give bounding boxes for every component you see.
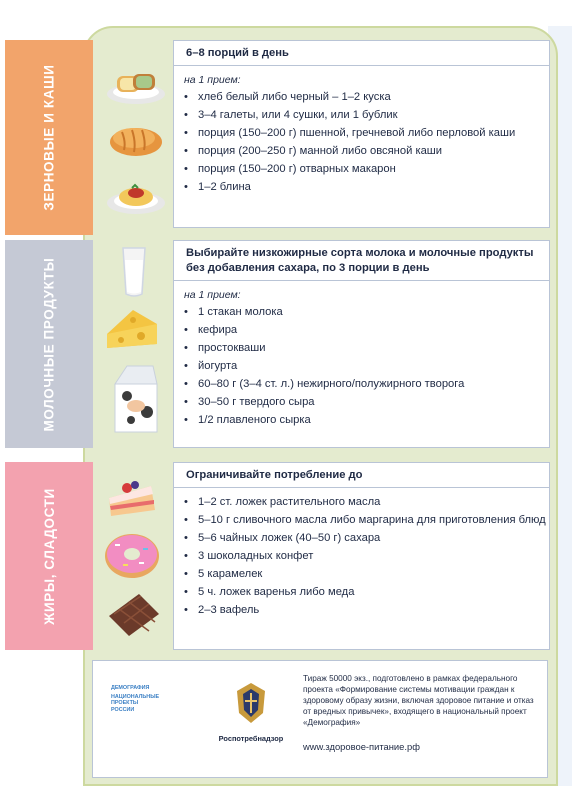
card-header: 6–8 порций в день <box>174 41 549 66</box>
band-dairy <box>5 240 93 448</box>
website-link[interactable]: www.здоровое-питание.рф <box>303 741 420 752</box>
list-item: • простокваши <box>184 341 549 356</box>
cheese-icon <box>103 304 161 352</box>
card-subheader: на 1 прием: <box>184 74 241 86</box>
rospotrebnadzor-emblem <box>213 679 289 743</box>
band-fats <box>5 462 93 650</box>
logo-line: ПРОЕКТЫ <box>111 700 139 706</box>
dairy-list <box>174 305 549 428</box>
list-item: • кефира <box>184 323 549 338</box>
list-item: • 5–6 чайных ложек (40–50 г) сахара <box>184 531 549 546</box>
logo-line: НАЦИОНАЛЬНЫЕ <box>111 693 160 700</box>
list-item: • 30–50 г твердого сыра <box>184 395 549 410</box>
card-subheader: на 1 прием: <box>184 289 241 301</box>
grains-list <box>174 90 549 195</box>
pasta-plate-icon <box>105 175 167 217</box>
milk-glass-icon <box>119 246 149 298</box>
section-fats <box>5 462 545 650</box>
emblem-icon <box>231 679 271 727</box>
card-dairy <box>173 240 550 448</box>
list-item: • 1/2 плавленого сырка <box>184 413 549 428</box>
band-title: ЖИРЫ, СЛАДОСТИ <box>41 487 57 625</box>
list-item: • йогурта <box>184 359 549 374</box>
bread-loaf-icon <box>108 120 164 158</box>
list-item: • порция (150–200 г) пшенной, гречневой либо перловой каши <box>184 126 549 141</box>
band-title: ЗЕРНОВЫЕ И КАШИ <box>41 64 57 211</box>
list-item: • 3 шоколадных конфет <box>184 549 549 564</box>
list-item: • 3–4 галеты, или 4 сушки, или 1 бублик <box>184 108 549 123</box>
section-grains <box>5 40 545 228</box>
list-item: • 60–80 г (3–4 ст. л.) нежирного/полужирного творога <box>184 377 549 392</box>
emblem-caption: Роспотребнадзор <box>218 734 284 743</box>
list-item: • 5 ч. ложек варенья либо меда <box>184 585 549 600</box>
list-item: • хлеб белый либо черный – 1–2 куска <box>184 90 549 105</box>
card-fats <box>173 462 550 650</box>
list-item: • 1 стакан молока <box>184 305 549 320</box>
card-header: Выбирайте низкожирные сорта молока и молочные продукты без добавления сахара, по 3 порции в день <box>174 241 549 281</box>
section-dairy <box>5 240 545 448</box>
list-item: • 1–2 ст. ложек растительного масла <box>184 495 549 510</box>
list-item: • 5 карамелек <box>184 567 549 582</box>
band-title: МОЛОЧНЫЕ ПРОДУКТЫ <box>41 257 57 431</box>
print-note: Тираж 50000 экз., подготовлено в рамках федерального проекта «Формирование системы мотивации граждан к здоровому образу жизни, включая здоровое питание и отказ от вредных привычек», входящего в национальный проект «Демография» <box>303 674 534 727</box>
card-header: Ограничивайте потребление до <box>174 463 549 488</box>
fats-list <box>174 488 549 618</box>
milk-carton-icon <box>109 362 161 436</box>
cake-slice-icon <box>105 476 159 520</box>
list-item: • 2–3 вафель <box>184 603 549 618</box>
chocolate-bar-icon <box>105 590 163 640</box>
band-grains <box>5 40 93 235</box>
list-item: • 1–2 блина <box>184 180 549 195</box>
bread-slices-plate-icon <box>105 66 167 106</box>
logo-line: РОССИИ <box>111 706 135 713</box>
demography-logo <box>111 685 159 713</box>
logo-line: ДЕМОГРАФИЯ <box>111 685 150 691</box>
list-item: • 5–10 г сливочного масла либо маргарина для приготовления блюд <box>184 513 549 528</box>
card-grains <box>173 40 550 228</box>
footer <box>92 660 548 778</box>
donut-icon <box>103 530 161 580</box>
list-item: • порция (150–200 г) отварных макарон <box>184 162 549 177</box>
list-item: • порция (200–250 г) манной либо овсяной каши <box>184 144 549 159</box>
